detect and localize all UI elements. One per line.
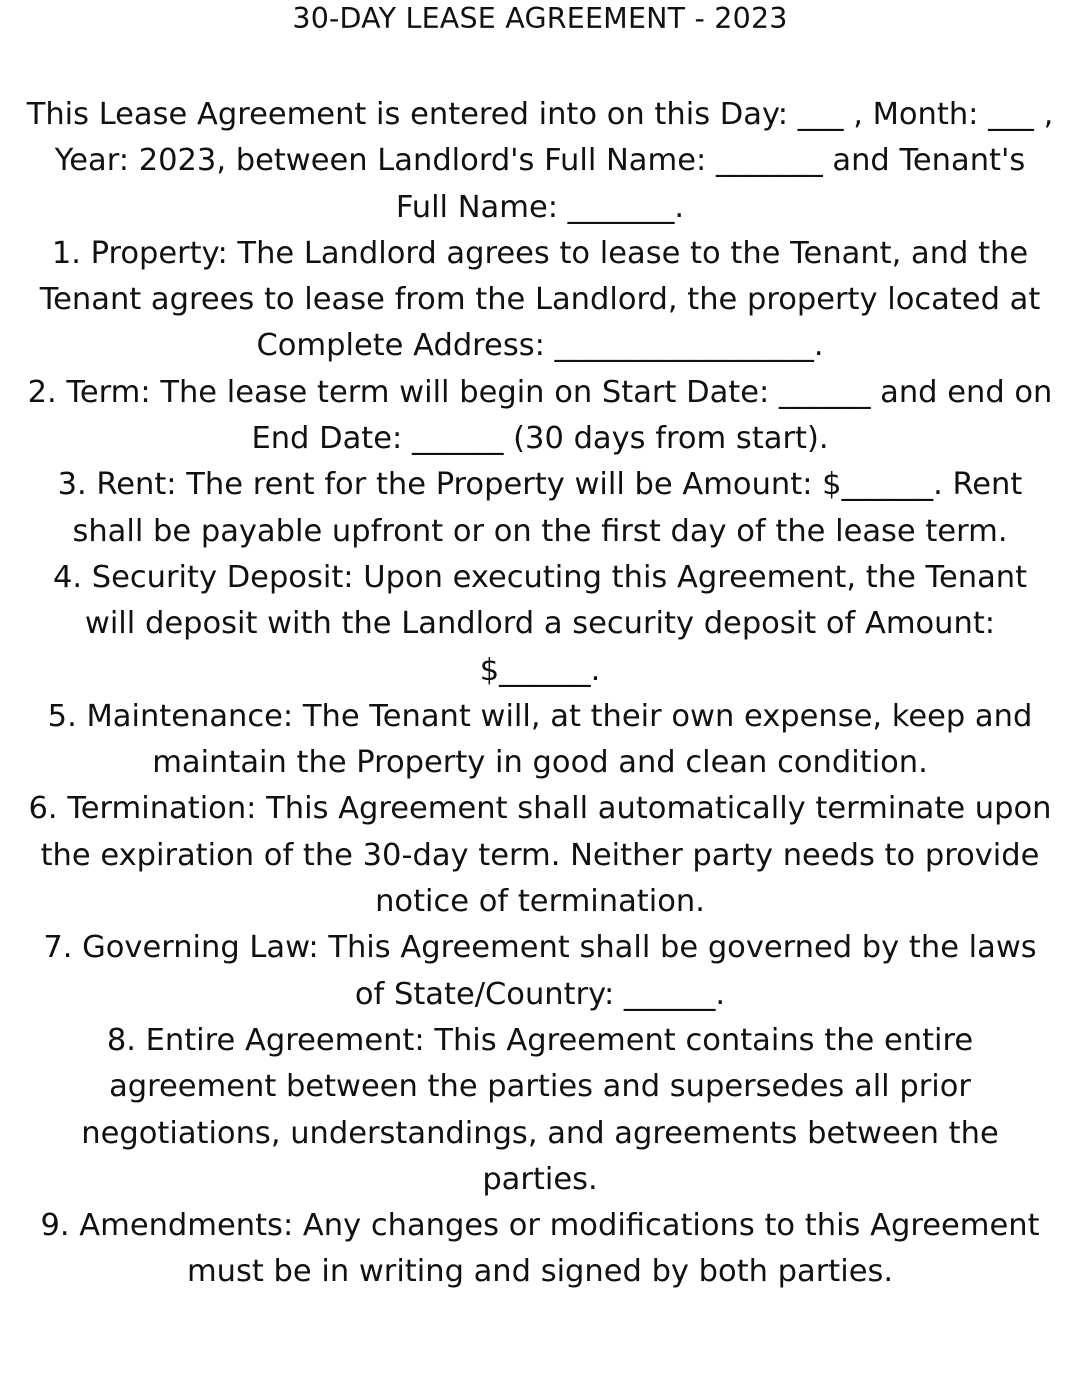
- clause-amendments: 9. Amendments: Any changes or modifications to this Agreement must be in writing and signed by both parties.: [40, 1208, 1040, 1290]
- clause-maintenance: 5. Maintenance: The Tenant will, at their own expense, keep and maintain the Property in good and clean condition.: [47, 698, 1033, 781]
- intro-paragraph: This Lease Agreement is entered into on this Day: ___ , Month: ___ , Year: 2023, between Landlord's Full Name: _______ and Tenant's Full Name: _______.: [26, 97, 1054, 225]
- document-title: 30-DAY LEASE AGREEMENT - 2023: [292, 2, 788, 35]
- clause-term: 2. Term: The lease term will begin on Start Date: ______ and end on End Date: ______ (30 days from start).: [27, 374, 1053, 457]
- clause-security-deposit: 4. Security Deposit: Upon executing this Agreement, the Tenant will deposit with the Landlord a security deposit of Amount: $______.: [52, 559, 1028, 688]
- clause-governing-law: 7. Governing Law: This Agreement shall be governed by the laws of State/Country: ______.: [43, 930, 1037, 1012]
- clause-property: 1. Property: The Landlord agrees to lease to the Tenant, and the Tenant agrees to lease from the Landlord, the property located at Complete Address: _________________.: [39, 235, 1041, 364]
- clause-rent: 3. Rent: The rent for the Property will be Amount: $______. Rent shall be payable upfront or on the first day of the lease term.: [57, 467, 1023, 549]
- title-spacer: [24, 38, 1056, 92]
- clause-termination: 6. Termination: This Agreement shall automatically terminate upon the expiration of the 30-day term. Neither party needs to provide notice of termination.: [28, 791, 1052, 920]
- clause-entire-agreement: 8. Entire Agreement: This Agreement contains the entire agreement between the parties and supersedes all prior negotiations, understandings, and agreements between the parties.: [81, 1022, 999, 1197]
